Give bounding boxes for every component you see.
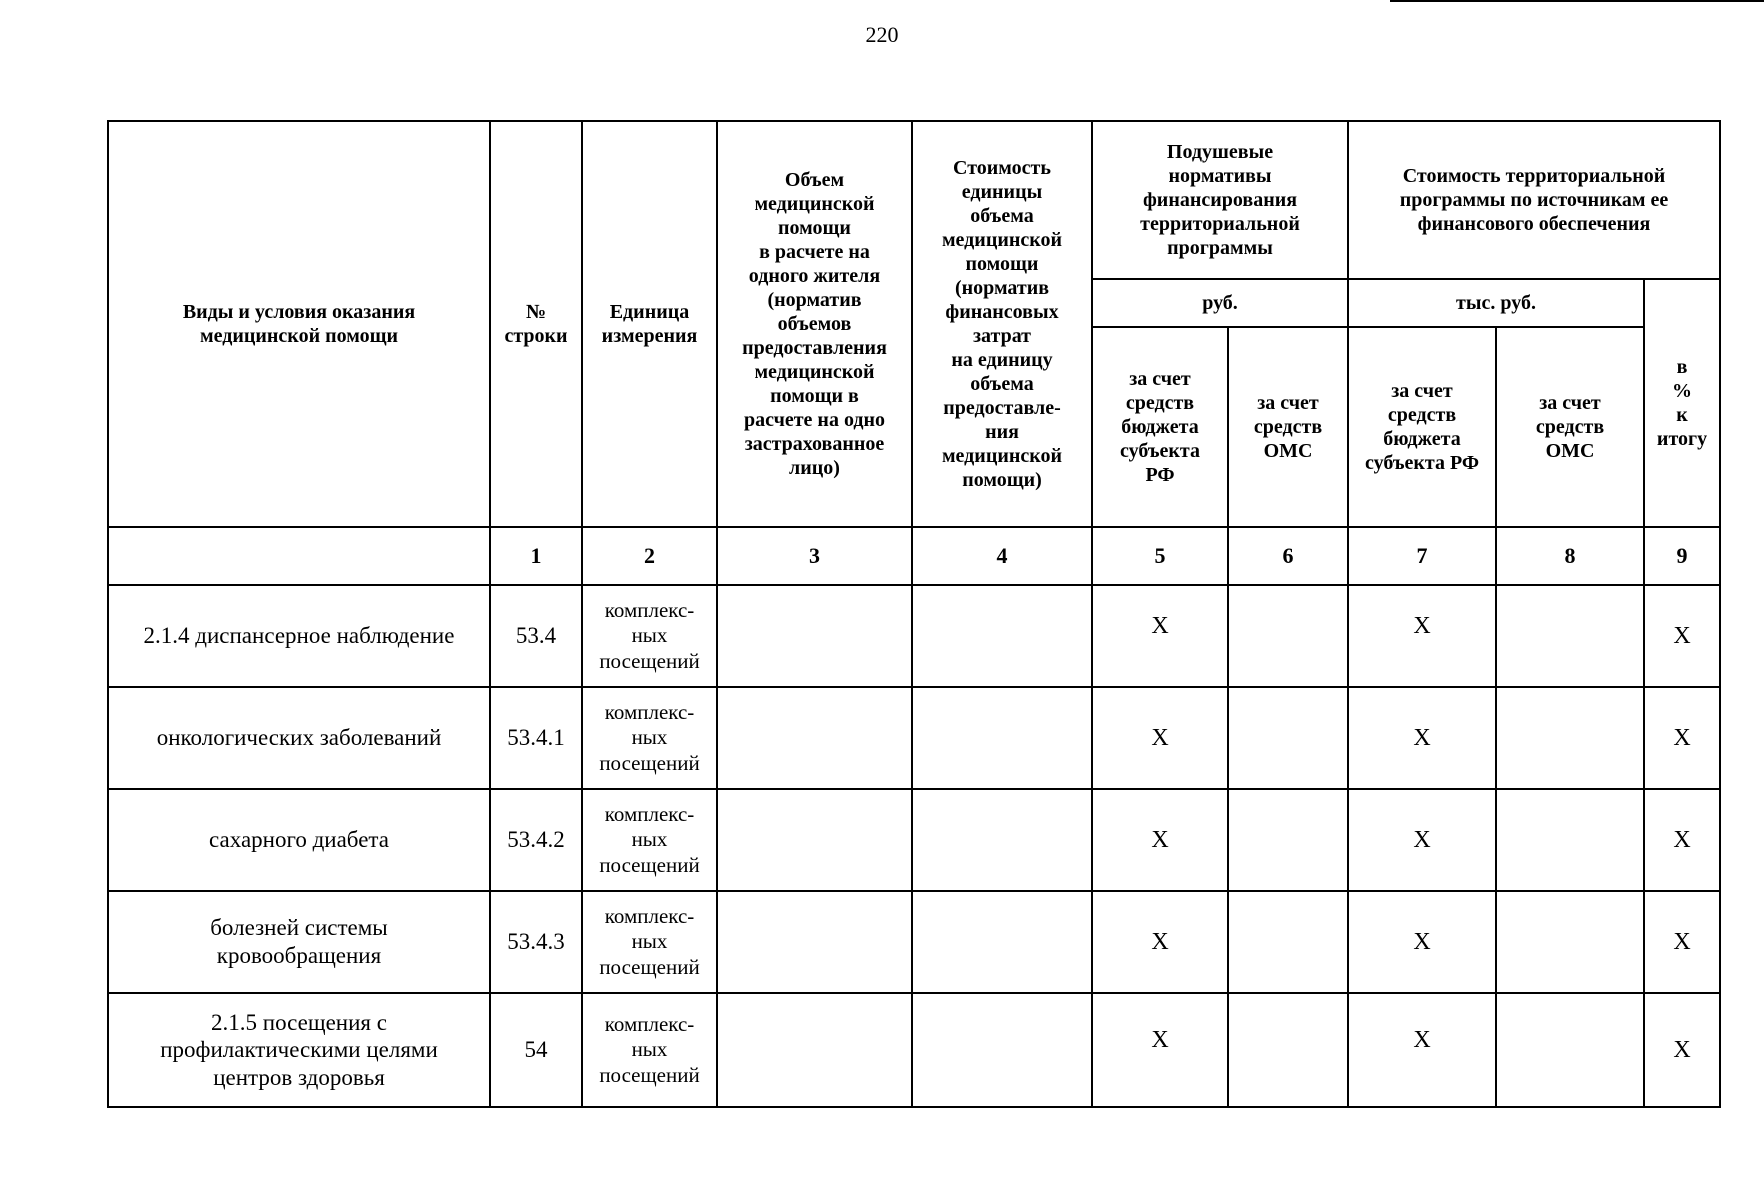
column-number: 6 (1228, 527, 1348, 585)
row-oms-rub (1228, 789, 1348, 891)
row-number: 53.4.1 (490, 687, 582, 789)
column-number (108, 527, 490, 585)
header-volume: Объем медицинской помощи в расчете на одного жителя (норматив объемов предоставления медицинской помощи в расчете на одно застрахованное лицо) (717, 121, 912, 527)
header-program-cost-group: Стоимость территориальной программы по источникам ее финансового обеспечения (1348, 121, 1720, 279)
column-number: 2 (582, 527, 717, 585)
header-unit: Единица измерения (582, 121, 717, 527)
row-unit-cost (912, 891, 1092, 993)
row-number: 53.4 (490, 585, 582, 687)
column-number: 1 (490, 527, 582, 585)
header-oms-thousand: за счет средств ОМС (1496, 327, 1644, 527)
row-unit-cost (912, 993, 1092, 1107)
row-oms-rub (1228, 993, 1348, 1107)
row-unit: комплекс- ных посещений (582, 585, 717, 687)
row-unit: комплекс- ных посещений (582, 891, 717, 993)
row-oms-thousand (1496, 891, 1644, 993)
header-unit-thousand-rub: тыс. руб. (1348, 279, 1644, 327)
top-edge-rule (1390, 0, 1764, 2)
header-oms-rub: за счет средств ОМС (1228, 327, 1348, 527)
row-volume (717, 687, 912, 789)
row-name: болезней системы кровообращения (108, 891, 490, 993)
row-unit: комплекс- ных посещений (582, 993, 717, 1107)
row-budget-rub: X (1151, 612, 1169, 639)
column-number: 7 (1348, 527, 1496, 585)
column-number: 5 (1092, 527, 1228, 585)
row-oms-thousand (1496, 993, 1644, 1107)
row-oms-thousand (1496, 687, 1644, 789)
row-budget-rub: X (1151, 724, 1169, 751)
row-number: 53.4.3 (490, 891, 582, 993)
table-row (108, 891, 1720, 993)
row-unit: комплекс- ных посещений (582, 789, 717, 891)
table-row (108, 687, 1720, 789)
row-budget-thousand: X (1413, 724, 1431, 751)
row-budget-rub: X (1151, 1026, 1169, 1053)
row-unit-cost (912, 687, 1092, 789)
row-budget-thousand: X (1413, 826, 1431, 853)
row-budget-thousand: X (1413, 612, 1431, 639)
row-percent: X (1673, 622, 1691, 649)
row-unit-cost (912, 585, 1092, 687)
header-budget-rub: за счет средств бюджета субъекта РФ (1092, 327, 1228, 527)
row-volume (717, 789, 912, 891)
row-percent: X (1673, 1036, 1691, 1063)
column-number: 8 (1496, 527, 1644, 585)
header-row-number: № строки (490, 121, 582, 527)
row-budget-rub: X (1151, 826, 1169, 853)
row-volume (717, 993, 912, 1107)
header-types-conditions: Виды и условия оказания медицинской помощи (108, 121, 490, 527)
header-unit-cost: Стоимость единицы объема медицинской помощи (норматив финансовых затрат на единицу объема предоставле- ния медицинской помощи) (912, 121, 1092, 527)
row-number: 53.4.2 (490, 789, 582, 891)
column-number: 3 (717, 527, 912, 585)
row-unit: комплекс- ных посещений (582, 687, 717, 789)
row-volume (717, 585, 912, 687)
row-number: 54 (490, 993, 582, 1107)
header-per-capita-group: Подушевые нормативы финансирования территориальной программы (1092, 121, 1348, 279)
table-row (108, 789, 1720, 891)
row-oms-rub (1228, 585, 1348, 687)
row-volume (717, 891, 912, 993)
row-name: онкологических заболеваний (108, 687, 490, 789)
normatives-table (107, 120, 1721, 1108)
header-budget-thousand: за счет средств бюджета субъекта РФ (1348, 327, 1496, 527)
row-name: 2.1.4 диспансерное наблюдение (108, 585, 490, 687)
row-percent: X (1673, 724, 1691, 751)
column-number: 9 (1644, 527, 1720, 585)
row-budget-rub: X (1151, 928, 1169, 955)
row-oms-rub (1228, 891, 1348, 993)
row-name: 2.1.5 посещения с профилактическими целями центров здоровья (108, 993, 490, 1107)
row-percent: X (1673, 928, 1691, 955)
column-number: 4 (912, 527, 1092, 585)
row-budget-thousand: X (1413, 1026, 1431, 1053)
table-row (108, 993, 1720, 1107)
page-number: 220 (865, 22, 899, 47)
row-unit-cost (912, 789, 1092, 891)
row-oms-rub (1228, 687, 1348, 789)
row-budget-thousand: X (1413, 928, 1431, 955)
row-name: сахарного диабета (108, 789, 490, 891)
row-percent: X (1673, 826, 1691, 853)
column-number-row (108, 527, 1720, 585)
header-percent-of-total: в % к итогу (1644, 279, 1720, 527)
row-oms-thousand (1496, 789, 1644, 891)
table-row (108, 585, 1720, 687)
row-oms-thousand (1496, 585, 1644, 687)
header-unit-rub: руб. (1092, 279, 1348, 327)
